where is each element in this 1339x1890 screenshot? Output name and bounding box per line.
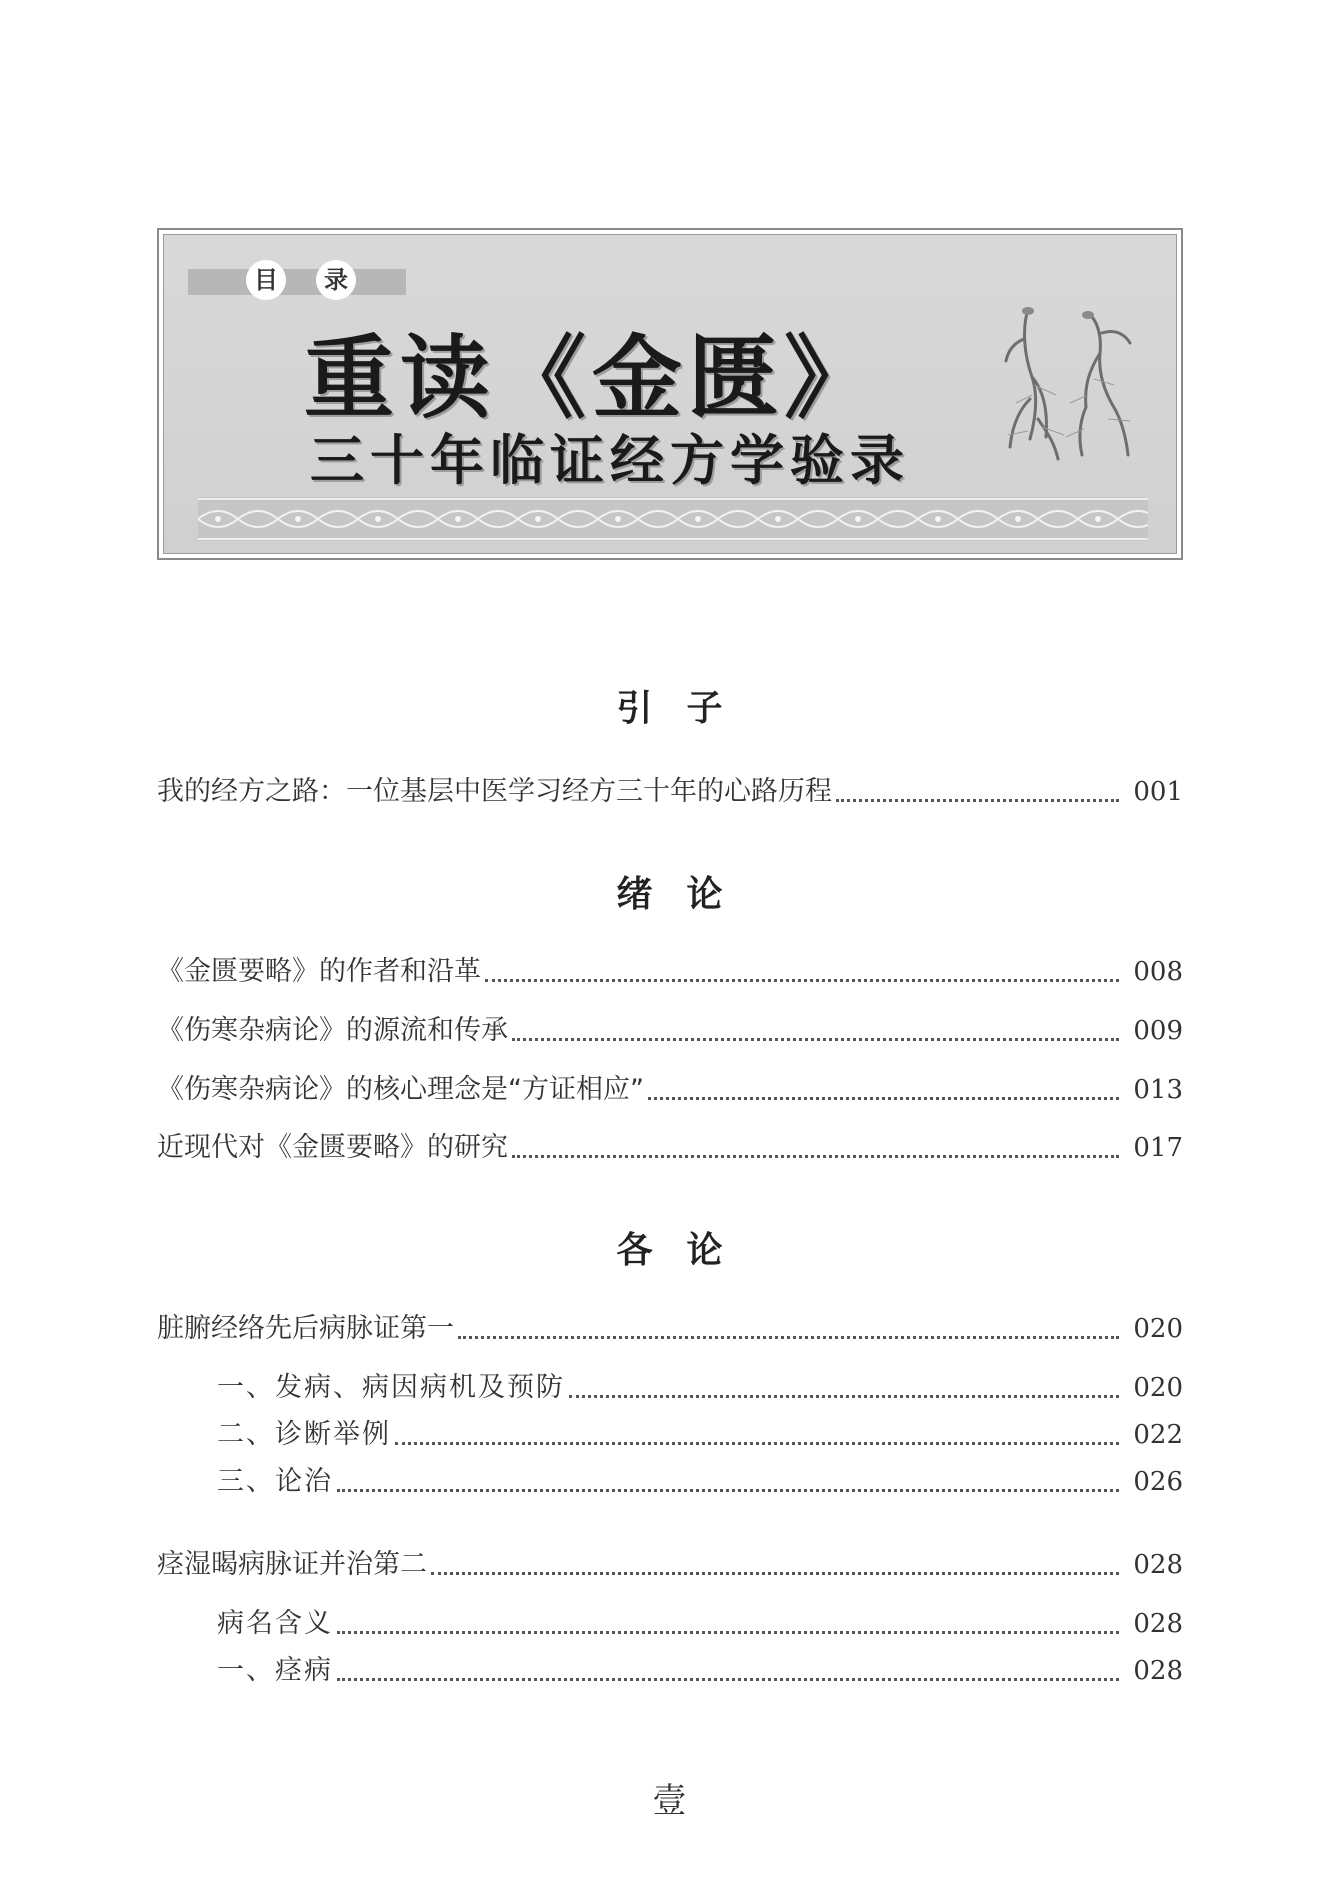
toc-entry-title: 脏腑经络先后病脉证第一 [157,1313,454,1344]
decorative-border-pattern [198,497,1148,541]
dot-leader [512,1154,1119,1158]
contents-label-char-1: 目 [246,260,286,300]
dot-leader [337,1488,1119,1492]
dot-leader [512,1037,1119,1041]
toc-entry-page: 026 [1133,1467,1183,1497]
toc-subentry[interactable] [217,1653,1183,1689]
toc-entry-title: 一、痉病 [217,1655,333,1686]
toc-subentry[interactable] [217,1417,1183,1453]
toc-entry[interactable] [157,1013,1183,1049]
section-heading-intro: 引子 [616,687,757,729]
toc-entry-title: 近现代对《金匮要略》的研究 [157,1132,508,1163]
dot-leader [485,978,1119,982]
book-title: 重读《金匮》 [304,325,880,431]
toc-entry-title: 《伤寒杂病论》的源流和传承 [157,1015,508,1046]
toc-entry[interactable] [157,1072,1183,1108]
toc-entry-title: 《金匮要略》的作者和沿革 [157,956,481,987]
toc-entry-page: 020 [1133,1373,1183,1403]
toc-entry[interactable] [157,1130,1183,1166]
toc-entry-title: 痉湿暍病脉证并治第二 [157,1549,427,1580]
contents-label-bar [188,269,406,295]
toc-entry-title: 二、诊断举例 [217,1419,391,1450]
dot-leader [431,1571,1119,1575]
toc-entry-title: 三、论治 [217,1466,333,1497]
banner-panel [163,234,1177,554]
toc-entry-title: 病名含义 [217,1608,333,1639]
dot-leader [337,1677,1119,1681]
toc-entry-page: 001 [1133,777,1183,807]
toc-entry-title: 我的经方之路：一位基层中医学习经方三十年的心路历程 [157,776,832,807]
toc-entry-page: 008 [1133,957,1183,987]
dot-leader [458,1335,1119,1339]
dot-leader [569,1394,1119,1398]
contents-label-char-2: 录 [316,260,356,300]
toc-entry[interactable] [157,1547,1183,1583]
toc-entry-page: 022 [1133,1420,1183,1450]
ginseng-root-illustration [998,299,1138,469]
section-heading-specific-discussions: 各论 [616,1229,757,1271]
toc-entry[interactable] [157,1311,1183,1347]
book-subtitle: 三十年临证经方学验录 [310,429,910,492]
section-heading-introduction: 绪论 [616,873,757,915]
dot-leader [836,798,1119,802]
toc-entry-title: 一、发病、病因病机及预防 [217,1372,565,1403]
page-number: 壹 [652,1781,687,1821]
book-banner [157,228,1183,560]
toc-entry[interactable] [157,774,1183,810]
toc-entry-page: 009 [1133,1016,1183,1046]
toc-entry-page: 017 [1133,1133,1183,1163]
toc-entry[interactable] [157,954,1183,990]
toc-entry-title: 《伤寒杂病论》的核心理念是“方证相应” [157,1074,644,1105]
toc-entry-page: 020 [1133,1314,1183,1344]
toc-entry-page: 028 [1133,1609,1183,1639]
toc-subentry[interactable] [217,1606,1183,1642]
dot-leader [395,1441,1119,1445]
toc-entry-page: 028 [1133,1656,1183,1686]
toc-subentry[interactable] [217,1464,1183,1500]
toc-entry-page: 028 [1133,1550,1183,1580]
toc-entry-page: 013 [1133,1075,1183,1105]
dot-leader [648,1096,1119,1100]
dot-leader [337,1630,1119,1634]
toc-subentry[interactable] [217,1370,1183,1406]
